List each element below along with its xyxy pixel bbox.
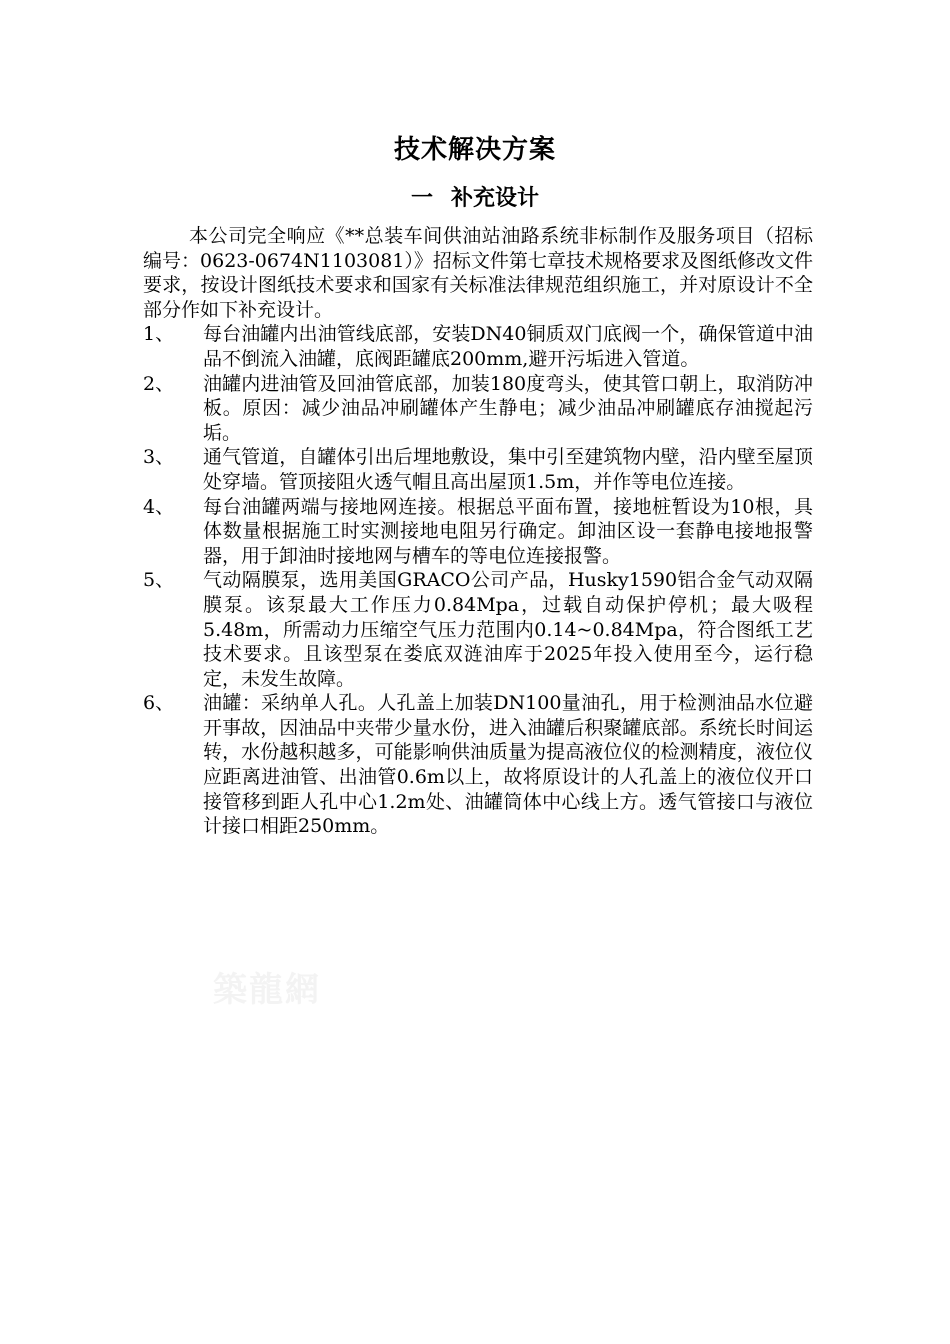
section-heading-text: 补充设计 [451,186,540,211]
list-item-number: 2、 [143,372,175,395]
list-item [143,372,813,446]
list-item [143,445,813,494]
section-heading [0,184,950,214]
list-item-text: 气动隔膜泵，选用美国GRACO公司产品，Husky1590铝合金气动双隔膜泵。该泵最大工作压力0.84Mpa，过载自动保护停机；最大吸程5.48m，所需动力压缩空气压力范围内0.14~0.84Mpa，符合图纸工艺技术要求。且该型泵在娄底双涟油库于2025年投入使用至今，运行稳定，未发生故障。 [203,569,813,690]
document-title: 技术解决方案 [393,135,556,165]
document-body [143,224,813,839]
list-item-number: 3、 [143,446,175,469]
list-item-number: 4、 [143,495,175,518]
list-item-text: 每台油罐内出油管线底部，安装DN40铜质双门底阀一个，确保管道中油品不倒流入油罐，底阀距罐底200mm,避开污垢进入管道。 [203,323,813,370]
list-item-text: 油罐：采纳单人孔。人孔盖上加装DN100量油孔，用于检测油品水位避开事故，因油品中夹带少量水份，进入油罐后积聚罐底部。系统长时间运转，水份越积越多，可能影响供油质量为提高液位仪的检测精度，液位仪应距离进油管、出油管0.6m以上，故将原设计的人孔盖上的液位仪开口接管移到距人孔中心1.2m处、油罐筒体中心线上方。透气管接口与液位计接口相距250mm。 [203,692,813,838]
watermark: 築龍網 [213,970,321,1010]
list-item [143,495,813,569]
list-item [143,691,813,839]
list-item [143,568,813,691]
list-item-text: 油罐内进油管及回油管底部，加装180度弯头，使其管口朝上，取消防冲板。原因：减少油品冲刷罐体产生静电；减少油品冲刷罐底存油搅起污垢。 [203,372,813,444]
list-item-number: 6、 [143,692,175,715]
intro-paragraph: 本公司完全响应《**总装车间供油站油路系统非标制作及服务项目（招标编号：0623-0674N1103081）》招标文件第七章技术规格要求及图纸修改文件要求，按设计图纸技术要求和国家有关标准法律规范组织施工，并对原设计不全部分作如下补充设计。 [143,225,813,321]
list-item-number: 5、 [143,569,175,592]
list-item-text: 每台油罐两端与接地网连接。根据总平面布置，接地桩暂设为10根，具体数量根据施工时实测接地电阻另行确定。卸油区设一套静电接地报警器，用于卸油时接地网与槽车的等电位连接报警。 [203,495,813,567]
list-item [143,322,813,371]
list-item-number: 1、 [143,323,175,346]
section-number: 一 [410,186,433,211]
list-item-text: 通气管道，自罐体引出后埋地敷设，集中引至建筑物内壁，沿内壁至屋顶处穿墙。管顶接阻火透气帽且高出屋顶1.5m，并作等电位连接。 [203,446,813,493]
